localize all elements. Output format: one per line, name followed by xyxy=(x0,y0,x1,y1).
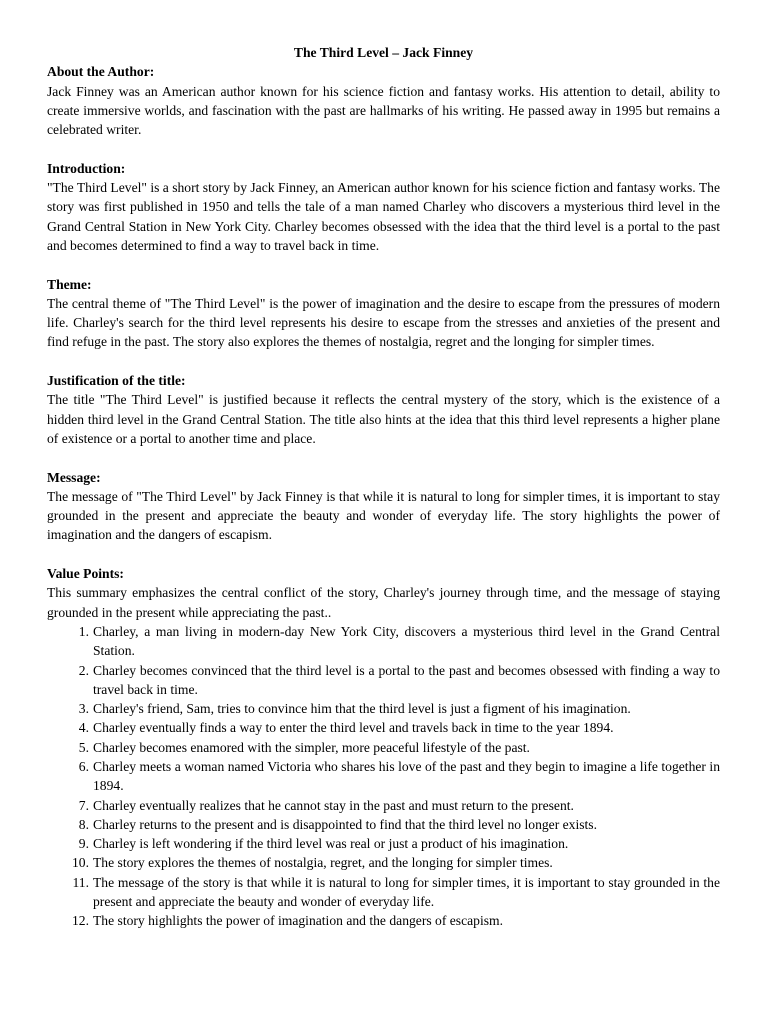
list-item-number: 10. xyxy=(72,855,89,871)
list-item xyxy=(78,834,720,853)
section-text-introduction: "The Third Level" is a short story by Jack Finney, an American author known for his science fiction and fantasy works. The story was first published in 1950 and tells the tale of a man named Charley who discovers a mysterious third level in the Grand Central Station in New York City. Charley becomes obsessed with the idea that the third level is a portal to the past and becomes determined to find a way to travel back in time. xyxy=(47,180,720,253)
list-item-number: 2. xyxy=(78,662,89,678)
section-spacer xyxy=(47,545,720,564)
section-text-value-points: This summary emphasizes the central conflict of the story, Charley's journey through time, and the message of staying grounded in the present while appreciating the past.. xyxy=(47,585,720,620)
list-item-text: The story highlights the power of imagination and the dangers of escapism. xyxy=(93,913,503,929)
list-item-number: 8. xyxy=(78,816,89,832)
value-points-list xyxy=(47,622,720,931)
section-text-message: The message of "The Third Level" by Jack Finney is that while it is natural to long for simpler times, it is important to stay grounded in the present and appreciate the beauty and wonder of everyday life. The story highlights the power of imagination and the dangers of escapism. xyxy=(47,488,720,543)
list-item xyxy=(72,873,720,912)
section-heading-value-points: Value Points: xyxy=(47,566,124,582)
list-item xyxy=(72,853,720,872)
section-spacer xyxy=(47,255,720,274)
list-item-number: 7. xyxy=(78,797,89,813)
list-item-number: 11. xyxy=(72,874,89,890)
list-item-text: Charley is left wondering if the third level was real or just a product of his imagination. xyxy=(93,836,569,852)
list-item-number: 9. xyxy=(78,836,89,852)
list-item-text: Charley's friend, Sam, tries to convince him that the third level is just a figment of his imagination. xyxy=(93,701,631,717)
section-heading-message: Message: xyxy=(47,469,101,485)
section-heading-justification: Justification of the title: xyxy=(47,373,186,389)
list-item-number: 5. xyxy=(78,739,89,755)
list-item-text: Charley eventually realizes that he cannot stay in the past and must return to the present. xyxy=(93,797,574,813)
list-item xyxy=(78,699,720,718)
section-heading-introduction: Introduction: xyxy=(47,160,126,176)
list-item-text: Charley returns to the present and is disappointed to find that the third level no longer exists. xyxy=(93,816,597,832)
list-item xyxy=(72,911,720,930)
list-item-number: 3. xyxy=(78,701,89,717)
section-heading-theme: Theme: xyxy=(47,276,92,292)
list-item xyxy=(78,661,720,700)
section-text-justification: The title "The Third Level" is justified because it reflects the central mystery of the story, which is the existence of a hidden third level in the Grand Central Station. The title also hints at the idea that this third level represents a higher plane of existence or a portal to another time and place. xyxy=(47,392,720,446)
list-item xyxy=(78,757,720,796)
list-item-text: Charley eventually finds a way to enter the third level and travels back in time to the year 1894. xyxy=(93,720,614,736)
list-item xyxy=(78,718,720,737)
list-item-number: 4. xyxy=(78,720,89,736)
section-text-theme: The central theme of "The Third Level" is the power of imagination and the desire to escape from the pressures of modern life. Charley's search for the third level represents his desire to escape from the stresses and anxieties of the present and find refuge in the past. The story also explores the themes of nostalgia, regret and the longing for simpler times. xyxy=(47,295,720,350)
list-item-text: Charley becomes enamored with the simpler, more peaceful lifestyle of the past. xyxy=(93,739,530,755)
section-spacer xyxy=(47,448,720,467)
list-item-number: 6. xyxy=(78,758,89,774)
list-item-text: Charley, a man living in modern-day New York City, discovers a mysterious third level in the Grand Central Station. xyxy=(93,623,720,659)
section-spacer xyxy=(47,139,720,158)
section-text-author: Jack Finney was an American author known for his science fiction and fantasy works. His attention to detail, ability to create immersive worlds, and fascination with the past are hallmarks of his writing. He passed away in 1995 but remains a celebrated writer. xyxy=(47,83,720,138)
document-title: The Third Level – Jack Finney xyxy=(293,45,474,60)
list-item-text: The message of the story is that while it is natural to long for simpler times, it is important to stay grounded in the present and appreciate the beauty and wonder of everyday life. xyxy=(93,874,720,910)
list-item xyxy=(78,622,720,661)
section-heading-author: About the Author: xyxy=(47,64,155,80)
list-item xyxy=(78,738,720,757)
section-spacer xyxy=(47,352,720,371)
list-item xyxy=(78,796,720,815)
list-item-text: The story explores the themes of nostalgia, regret, and the longing for simpler times. xyxy=(93,855,553,871)
list-item xyxy=(78,815,720,834)
list-item-number: 1. xyxy=(78,623,89,639)
list-item-text: Charley becomes convinced that the third level is a portal to the past and becomes obsessed with finding a way to travel back in time. xyxy=(93,662,720,697)
list-item-text: Charley meets a woman named Victoria who shares his love of the past and they begin to imagine a life together in 1894. xyxy=(93,758,720,794)
list-item-number: 12. xyxy=(72,913,89,929)
